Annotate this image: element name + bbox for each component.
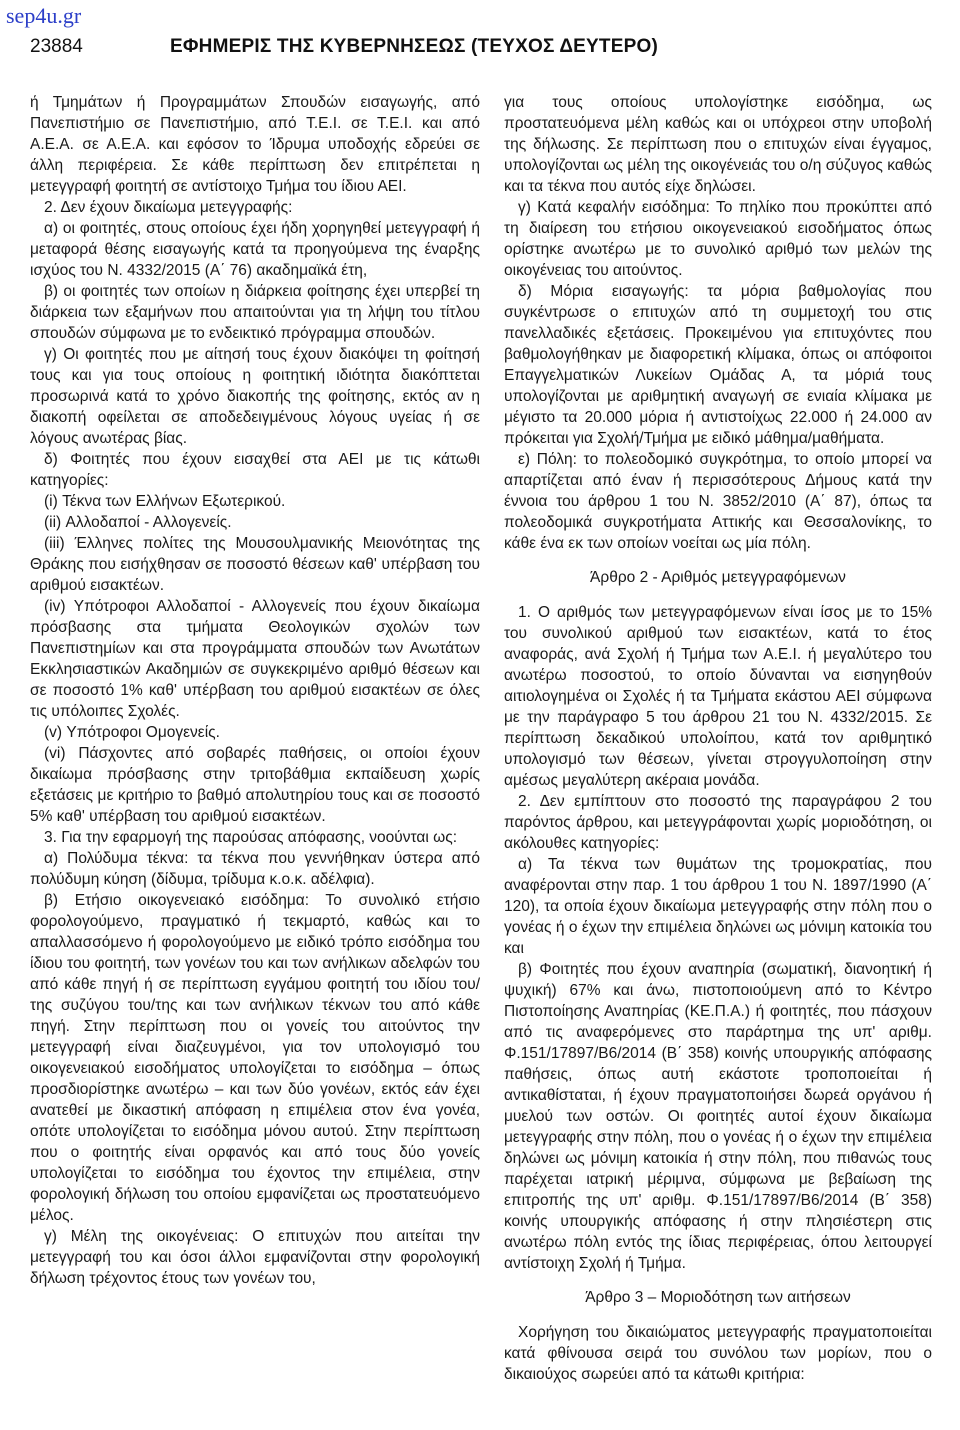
page-number: 23884: [30, 36, 83, 57]
gazette-title: ΕΦΗΜΕΡΙΣ ΤΗΣ ΚΥΒΕΡΝΗΣΕΩΣ (ΤΕΥΧΟΣ ΔΕΥΤΕΡΟ): [170, 36, 658, 57]
paragraph: (v) Υπότροφοι Ομογενείς.: [44, 724, 220, 741]
paragraph: β) οι φοιτητές των οποίων η διάρκεια φοίτησης έχει υπερβεί τη διάρκεια των εξαμήνων που απαιτούνται για τη λήψη του τίτλου σπουδών σύμφωνα με το ενδεικτικό πρόγραμμα σπουδών.: [30, 283, 480, 342]
paragraph: (iv) Υπότροφοι Αλλοδαποί - Αλλογενείς που έχουν δικαίωμα πρόσβασης στα τμήματα Θεολογικών σχολών των Πανεπιστημίων και στα προγράμματα σπουδών των Ανωτάτων Εκκλησιαστικών Ακαδημιών σε συγκεκριμένο αριθμό θέσεων και σε ποσοστό 1% καθ' υπέρβαση του αριθμού εισακτέων σε όλες τις υπόλοιπες Σχολές.: [30, 598, 480, 720]
left-column: [30, 92, 480, 1289]
paragraph: 1. Ο αριθμός των μετεγγραφόμενων είναι ίσος με το 15% του συνολικού αριθμού των εισακτέων, κατά το έτος αναφοράς, ανά Σχολή ή Τμήμα των Α.Ε.Ι. ή μεγαλύτερο του ανωτέρω ποσοστού, το οποίο δύνανται να εισηγηθούν αιτιολογημένα οι Σχολές ή τα Τμήματα εκάστου ΑΕΙ σύμφωνα με την παράγραφο 5 του άρθρου 21 του Ν. 4332/2015. Σε περίπτωση δεκαδικού υπολοίπου, κατά τον αριθμητικό υπολογισμό των θέσεων, γίνεται στρογγυλοποίηση στην αμέσως μεγαλύτερη ακέραια μονάδα.: [504, 604, 932, 789]
paragraph: 2. Δεν έχουν δικαίωμα μετεγγραφής:: [44, 199, 293, 216]
paragraph: για τους οποίους υπολογίστηκε εισόδημα, ως προστατευόμενα μέλη καθώς και οι υπόχρεοι στην υποβολή της δήλωσης. Σε περίπτωση που ο επιτυχών είναι έγγαμος, υπολογίζονται ως μέλη της οικογένειάς του ο/η σύζυγος καθώς και τα τέκνα που αυτός είχε δηλώσει.: [504, 94, 932, 195]
paragraph: ε) Πόλη: το πολεοδομικό συγκρότημα, το οποίο μπορεί να απαρτίζεται από έναν ή περισσότερους Δήμους κατά την έννοια του άρθρου 1 του Ν. 3852/2010 (Α΄ 87), όπως τα πολεοδομικά συγκροτήματα Αττικής και Θεσσαλονίκης, το κάθε ένα εκ των οποίων νοείται ως μία πόλη.: [504, 451, 932, 552]
paragraph: Χορήγηση του δικαιώματος μετεγγραφής πραγματοποιείται κατά φθίνουσα σειρά του συνόλου των μορίων, που ο δικαιούχος σωρεύει από τα κάτωθι κριτήρια:: [504, 1324, 932, 1383]
paragraph: ή Τμημάτων ή Προγραμμάτων Σπουδών εισαγωγής, από Πανεπιστήμιο σε Πανεπιστήμιο, από Τ.Ε.Ι. σε Τ.Ε.Ι. και από Α.Ε.Α. σε Α.Ε.Α. και εφόσον το Ίδρυμα υποδοχής εδρεύει σε άλλη περιφέρεια. Σε κάθε περίπτωση δεν επιτρέπεται η μετεγγραφή φοιτητή σε αντίστοιχο Τμήμα του ίδιου ΑΕΙ.: [30, 94, 480, 195]
paragraph: (iii) Έλληνες πολίτες της Μουσουλμανικής Μειονότητας της Θράκης που εισήχθησαν σε ποσοστό θέσεων καθ' υπέρβαση του αριθμού εισακτέων.: [30, 535, 480, 594]
article-2-heading: Άρθρο 2 - Αριθμός μετεγγραφόμενων: [590, 569, 846, 586]
paragraph: α) οι φοιτητές, στους οποίους έχει ήδη χορηγηθεί μετεγγραφή ή μεταφορά θέσης εισαγωγής κατά τα προηγούμενα της έναρξης ισχύος του Ν. 4332/2015 (Α΄ 76) ακαδημαϊκά έτη,: [30, 220, 480, 279]
paragraph: γ) Μέλη της οικογένειας: Ο επιτυχών που αιτείται την μετεγγραφή του και όσοι άλλοι εμφανίζονται στην φορολογική δήλωση τρέχοντος έτους των γονέων του,: [30, 1228, 480, 1287]
paragraph: 3. Για την εφαρμογή της παρούσας απόφασης, νοούνται ως:: [44, 829, 458, 846]
paragraph: δ) Φοιτητές που έχουν εισαχθεί στα ΑΕΙ με τις κάτωθι κατηγορίες:: [30, 451, 480, 489]
paragraph: (vi) Πάσχοντες από σοβαρές παθήσεις, οι οποίοι έχουν δικαίωμα πρόσβασης στην τριτοβάθμια εκπαίδευση χωρίς εξετάσεις με κριτήριο το βαθμό απολυτηρίου τους και σε ποσοστό 5% καθ' υπέρβαση του αριθμού εισακτέων.: [30, 745, 480, 825]
paragraph: δ) Μόρια εισαγωγής: τα μόρια βαθμολογίας που συγκέντρωσε ο επιτυχών από τη συμμετοχή του στις πανελλαδικές εξετάσεις. Προκειμένου για επιτυχόντες που βαθμολογήθηκαν με διαφορετική κλίμακα, όπως οι απόφοιτοι Επαγγελματικών Λυκείων Ομάδας Α, τα μόριά τους υπολογίζονται με αριθμητική αναγωγή σε ενιαία κλίμακα με μέγιστο τα 20.000 μόρια ή αντιστοίχως 22.000 ή 24.000 αν πρόκειται για Σχολή/Τμήμα με ειδικό μάθημα/μαθήματα.: [504, 283, 932, 447]
paragraph: β) Φοιτητές που έχουν αναπηρία (σωματική, διανοητική ή ψυχική) 67% και άνω, πιστοποιούμενη από το Κέντρο Πιστοποίησης Αναπηρίας (ΚΕ.Π.Α.) ή φοιτητές, που πάσχουν από τις αναφερόμενες στο παράρτημα της υπ' αριθμ. Φ.151/17897/Β6/2014 (Β΄ 358) κοινής υπουργικής απόφασης παθήσεις, όπως αυτή εκάστοτε τροποποιείται ή αντικαθίσταται, ή έχουν πραγματοποιήσει δωρεά οργάνου ή μυελού των οστών. Οι φοιτητές αυτοί έχουν δικαίωμα μετεγγραφής στην πόλη, που ο γονέας ή ο έχων την επιμέλεια δηλώνει ως μόνιμη κατοικία ή στην πόλη, που πιθανώς τους παρέχεται ιατρική μέριμνα, σύμφωνα με βεβαίωση της επιτροπής της υπ' αριθμ. Φ.151/17897/Β6/2014 (Β΄ 358) κοινής υπουργικής απόφασης ή στην πλησιέστερη στις ανωτέρω πόλη εντός της ίδιας περιφέρειας, όπου λειτουργεί αντίστοιχη Σχολή ή Τμήμα.: [504, 961, 932, 1272]
paragraph: (i) Τέκνα των Ελλήνων Εξωτερικού.: [44, 493, 286, 510]
paragraph: γ) Οι φοιτητές που με αίτησή τους έχουν διακόψει τη φοίτησή τους και για τους οποίους η φοιτητική ιδιότητα διακόπτεται προσωρινά κατά το χρόνο διακοπής της φοίτησης, εκτός αν η διακοπή οφείλεται σε αποδεδειγμένους λόγους υγείας ή σε λόγους ανωτέρας βίας.: [30, 346, 480, 447]
paragraph: α) Πολύδυμα τέκνα: τα τέκνα που γεννήθηκαν ύστερα από πολύδυμη κύηση (δίδυμα, τρίδυμα κ.ο.κ. αδέλφια).: [30, 850, 480, 888]
paragraph: α) Τα τέκνα των θυμάτων της τρομοκρατίας, που αναφέρονται στην παρ. 1 του άρθρου 1 του Ν. 1897/1990 (Α΄ 120), τα οποία έχουν δικαίωμα μετεγγραφής στην πόλη που ο γονέας ή ο έχων την επιμέλεια δηλώνει ως μόνιμη κατοικία του και: [504, 856, 932, 957]
page-header: [30, 36, 930, 58]
article-3-heading: Άρθρο 3 – Μοριοδότηση των αιτήσεων: [585, 1289, 851, 1306]
right-column: [504, 92, 932, 1385]
paragraph: (ii) Αλλοδαποί - Αλλογενείς.: [44, 514, 232, 531]
paragraph: β) Ετήσιο οικογενειακό εισόδημα: Το συνολικό ετήσιο φορολογούμενο, πραγματικό ή τεκμαρτό, καθώς και το απαλλασσόμενο ή φορολογούμενο με ειδικό τρόπο εισόδημα του ίδιου του φοιτητή, των γονέων του και των ανήλικων αδελφών του από κάθε πηγή ή σε περίπτωση εγγάμου φοιτητή του ιδίου του/της συζύγου του/της και των ανήλικων τέκνων του από κάθε πηγή. Στην περίπτωση που οι γονείς του αιτούντος την μετεγγραφή είναι διαζευγμένοι, για τον υπολογισμό του οικογενειακού εισοδήματος υπολογίζεται το εισόδημα – όπως προσδιορίστηκε ανωτέρω – και των δύο γονέων, εκτός εάν έχει ανατεθεί με δικαστική απόφαση η επιμέλεια στον ένα γονέα, οπότε υπολογίζεται το εισόδημα μόνου αυτού. Στην περίπτωση που ο φοιτητής είναι ορφανός και από τους δύο γονείς υπολογίζεται το εισόδημα του έχοντος την επιμέλεια, στην φορολογική δήλωση του οποίου εμφανίζεται ως προστατευόμενο μέλος.: [30, 892, 480, 1224]
paragraph: 2. Δεν εμπίπτουν στο ποσοστό της παραγράφου 2 του παρόντος άρθρου, και μετεγγράφονται χωρίς μοριοδότηση, οι ακόλουθες κατηγορίες:: [504, 793, 932, 852]
paragraph: γ) Κατά κεφαλήν εισόδημα: Το πηλίκο που προκύπτει από τη διαίρεση του ετήσιου οικογενειακού εισοδήματος όπως ορίστηκε ανωτέρω με το συνολικό αριθμό των μελών της οικογένειας του αιτούντος.: [504, 199, 932, 279]
watermark[interactable]: sep4u.gr: [6, 3, 82, 28]
